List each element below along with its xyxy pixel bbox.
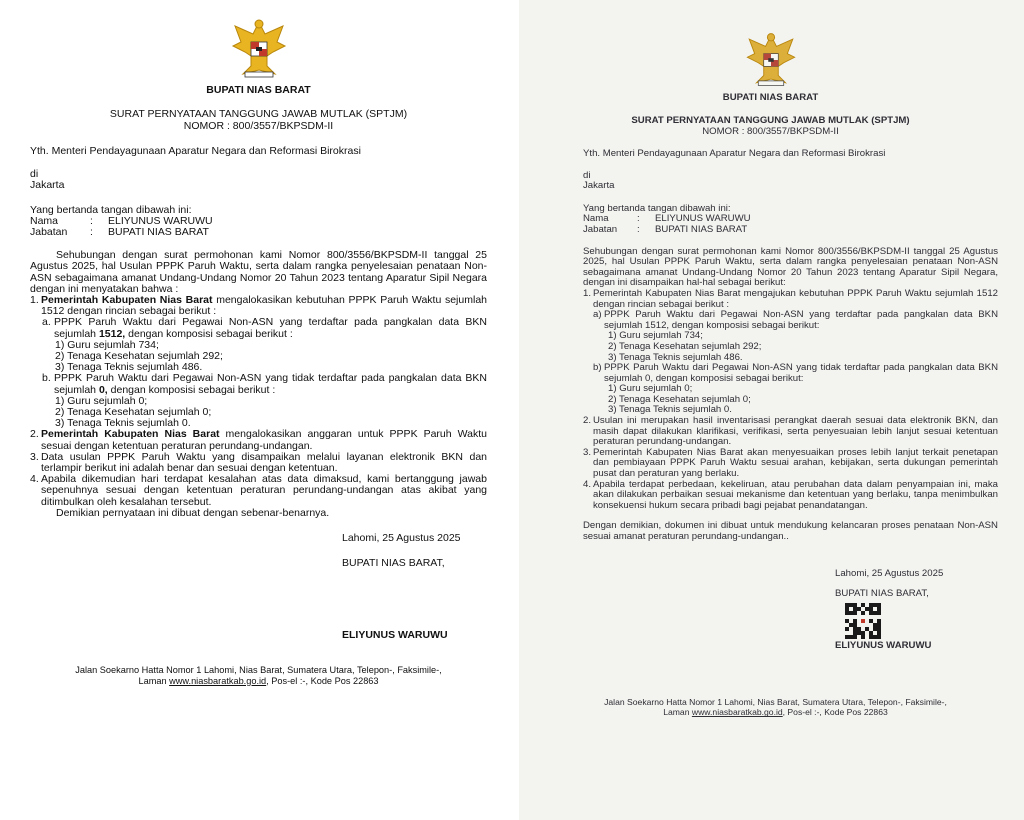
item-1b-2: 2) Tenaga Kesehatan sejumlah 0; [55,406,212,419]
list-item-3 [30,452,487,474]
name-row [30,216,487,227]
item-1b-bold: 0, [98,383,108,396]
opening-paragraph: Sehubungan dengan surat permohonan kami Nomor 800/3556/BKPSDM-II tanggal 25 Agustus 2025, hal Usulan PPPK Paruh Waktu, serta dalam rangka penyelesaian penataan Non-ASN sebagaimana amanat Undang-Undang Nomor 20 Tahun 2023 tentang Aparatur Sipil Negara dengan ini menyatakan bahwa : [30,249,487,295]
item-1b-pre: PPPK Paruh Waktu dari Pegawai Non-ASN yang tidak terdaftar pada pangkalan data BKN sejumlah [54,372,487,396]
list-item-2 [583,416,998,448]
footer-post: , Pos-el :-, Kode Pos 22863 [782,707,888,718]
sign-date: Lahomi, 25 Agustus 2025 [342,532,461,545]
letter-title [30,108,487,132]
position-colon: : [637,223,640,235]
list-item-2 [30,429,487,451]
name-colon: : [637,213,640,225]
item-3-text: Pemerintah Kabupaten Nias Barat akan menyesuaikan proses lebih lanjut terkait penetapan dan pembiayaan PPPK Paruh Waktu sesuai arahan, kebijakan, serta dukungan pemerintah pusat dan peraturan yang berlaku. [593,446,998,480]
name-label: Nama [583,213,609,225]
letter-footer [30,665,487,687]
position-value: BUPATI NIAS BARAT [655,223,748,235]
letter-right [519,0,1024,820]
item-1a-letter: a. [42,316,51,329]
signed-intro: Yang bertanda tangan dibawah ini: [583,202,731,214]
item-1a-pre: PPPK Paruh Waktu dari Pegawai Non-ASN yang terdaftar pada pangkalan data BKN sejumlah [54,316,487,340]
recipient-city: Jakarta [583,180,615,192]
item-1-bold: Pemerintah Kabupaten Nias Barat [41,294,213,307]
opening-paragraph: Sehubungan dengan surat permohonan kami Nomor 800/3556/BKPSDM-II tanggal 25 Agustus 2025, hal Usulan PPPK Paruh Waktu, serta dalam rangka penyelesaian penataan Non-ASN sebagaimana amanat Undang-Undang Nomor 20 Tahun 2023 tentang Aparatur Sipil Negara, dengan ini disampaikan hal-hal sebagai berikut: [583,245,998,289]
name-colon: : [90,214,93,227]
item-1-rest: mengalokasikan kebutuhan PPPK Paruh Waktu sejumlah 1512 dengan rincian sebagai berikut : [41,294,487,318]
closing-statement: Demikian pernyataan ini dibuat dengan sebenar-benarnya. [56,506,330,519]
position-row [30,227,487,238]
recipient: Yth. Menteri Pendayagunaan Aparatur Negara dan Reformasi Birokrasi [583,148,886,159]
list-item-1b [593,363,998,384]
item-1-number: 1. [30,294,39,307]
sign-title: BUPATI NIAS BARAT, [342,557,445,570]
name-value: ELIYUNUS WARUWU [108,214,213,227]
regent-heading: BUPATI NIAS BARAT [206,84,311,96]
list-item-1 [583,289,998,310]
letter-title [583,115,958,137]
item-4-number: 4. [583,478,592,490]
item-1b-1: 1) Guru sejumlah 0; [608,383,693,395]
sign-title: BUPATI NIAS BARAT, [835,588,929,600]
item-1-number: 1. [583,287,592,299]
item-1a-post: dengan komposisi sebagai berikut : [125,327,293,340]
footer-contact [30,676,487,687]
footer-contact [583,707,968,717]
item-1b-text [54,373,487,395]
item-2-number: 2. [583,415,592,427]
item-1a-letter: a) [593,309,602,321]
item-2-text [41,429,487,451]
item-1b-2: 2) Tenaga Kesehatan sejumlah 0; [608,393,751,405]
list-item-1a [42,317,487,339]
item-4-number: 4. [30,473,39,486]
position-label: Jabatan [30,226,68,239]
signature-qr-code-icon [835,603,998,639]
item-1-text: Pemerintah Kabupaten Nias Barat mengajukan kebutuhan PPPK Paruh Waktu sejumlah 1512 dengan rincian sebagai berikut : [593,287,998,310]
list-item-4 [583,480,998,512]
recipient: Yth. Menteri Pendayagunaan Aparatur Negara dan Reformasi Birokrasi [30,145,361,157]
name-value: ELIYUNUS WARUWU [655,213,751,225]
signer-name: ELIYUNUS WARUWU [342,628,448,641]
item-1b-text: PPPK Paruh Waktu dari Pegawai Non-ASN yang tidak terdaftar pada pangkalan data BKN sejumlah 0, dengan komposisi sebagai berikut: [604,362,998,384]
footer-address: Jalan Soekarno Hatta Nomor 1 Lahomi, Nias Barat, Sumatera Utara, Telepon-, Faksimile-, [604,697,947,708]
footer-address: Jalan Soekarno Hatta Nomor 1 Lahomi, Nias Barat, Sumatera Utara, Telepon-, Faksimile-, [75,664,442,675]
item-3-text: Data usulan PPPK Paruh Waktu yang disampaikan melalui layanan elektronik BKN dan terlampir berikut ini adalah benar dan sesuai dengan ketentuan. [41,450,487,475]
name-label: Nama [30,214,59,227]
closing-statement: Dengan demikian, dokumen ini dibuat untuk mendukung kelancaran proses penataan Non-ASN sesuai amanat peraturan perundang-undangan.. [583,520,998,542]
item-4-text: Apabila terdapat perbedaan, kekeliruan, atau perubahan data dalam penyampaian ini, maka akan dilakukan perbaikan sesuai mekanisme dan ketentuan yang berlaku, tanpa menimbulkan konsekuensi hukum secara pribadi bagi pejabat penandatangan. [593,478,998,511]
garuda-emblem-icon [229,16,289,82]
garuda-emblem-icon [743,30,799,90]
item-3-number: 3. [583,446,592,458]
item-4-text: Apabila dikemudian hari terdapat kesalahan atas data dimaksud, kami bertanggung jawab sepenuhnya sesuai dengan ketentuan peraturan perundang-undangan atas akibat yang ditimbulkan oleh kesalahan tersebut. [41,473,487,508]
regent-heading: BUPATI NIAS BARAT [722,92,819,103]
footer-pre: Laman [663,707,692,718]
item-3-number: 3. [30,450,39,463]
recipient-di: di [30,168,39,181]
letter-footer [583,697,968,717]
item-1a-text: PPPK Paruh Waktu dari Pegawai Non-ASN yang terdaftar pada pangkalan data BKN sejumlah 1512, dengan komposisi sebagai berikut: [604,309,998,331]
position-value: BUPATI NIAS BARAT [108,226,209,239]
item-1-text [41,295,487,317]
recipient-city: Jakarta [30,179,65,192]
letter-title-text: SURAT PERNYATAAN TANGGUNG JAWAB MUTLAK (SPTJM) [109,108,408,120]
position-label: Jabatan [583,223,618,235]
letter-number: NOMOR : 800/3557/BKPSDM-II [702,126,839,137]
item-2-bold: Pemerintah Kabupaten Nias Barat [41,428,220,441]
item-1b-letter: b. [42,372,51,385]
item-1b-3: 3) Tenaga Teknis sejumlah 0. [608,404,732,416]
footer-website-link[interactable]: www.niasbaratkab.go.id [691,707,783,718]
qr-grid [845,603,881,639]
item-1b-1: 1) Guru sejumlah 0; [55,394,148,407]
item-1a-1: 1) Guru sejumlah 734; [55,338,159,351]
footer-pre: Laman [138,675,170,686]
footer-post: , Pos-el :-, Kode Pos 22863 [266,675,379,686]
list-item-1a [593,310,998,331]
letter-title-text: SURAT PERNYATAAN TANGGUNG JAWAB MUTLAK (SPTJM) [631,115,910,126]
item-1a-3: 3) Tenaga Teknis sejumlah 486. [55,361,203,374]
signer-name: ELIYUNUS WARUWU [835,639,932,651]
list-item-1 [30,295,487,317]
position-colon: : [90,226,93,239]
item-2-text: Usulan ini merupakan hasil inventarisasi perangkat daerah sesuai data elektronik BKN, dan masih dapat dilakukan klarifikasi, verifikasi, serta penyesuaian lebih lanjut sesuai ketentuan peraturan perundang-undangan. [593,415,998,448]
letter-number: NOMOR : 800/3557/BKPSDM-II [183,120,334,132]
list-item-3 [583,448,998,480]
sign-date: Lahomi, 25 Agustus 2025 [835,567,944,579]
recipient-di: di [583,169,591,181]
item-1b-post: dengan komposisi sebagai berikut : [107,383,276,396]
list-item-4 [30,474,487,508]
item-1b-3: 3) Tenaga Teknis sejumlah 0. [55,417,191,430]
item-1a-2: 2) Tenaga Kesehatan sejumlah 292; [608,340,762,352]
item-2-rest: mengalokasikan anggaran untuk PPPK Paruh Waktu sesuai dengan ketentuan peraturan perundang-undangan. [41,428,487,452]
signed-intro: Yang bertanda tangan dibawah ini: [30,203,192,216]
item-1a-text [54,317,487,339]
footer-website-link[interactable]: www.niasbaratkab.go.id [169,675,267,686]
item-1a-bold: 1512, [98,327,126,340]
item-1a-1: 1) Guru sejumlah 734; [608,330,703,342]
name-row [583,214,998,225]
qr-module [877,635,881,639]
item-1b-letter: b) [593,362,602,374]
item-1a-2: 2) Tenaga Kesehatan sejumlah 292; [55,350,223,363]
list-item-1b [42,373,487,395]
position-row [583,225,998,236]
item-2-number: 2. [30,428,39,441]
item-1a-3: 3) Tenaga Teknis sejumlah 486. [608,351,743,363]
